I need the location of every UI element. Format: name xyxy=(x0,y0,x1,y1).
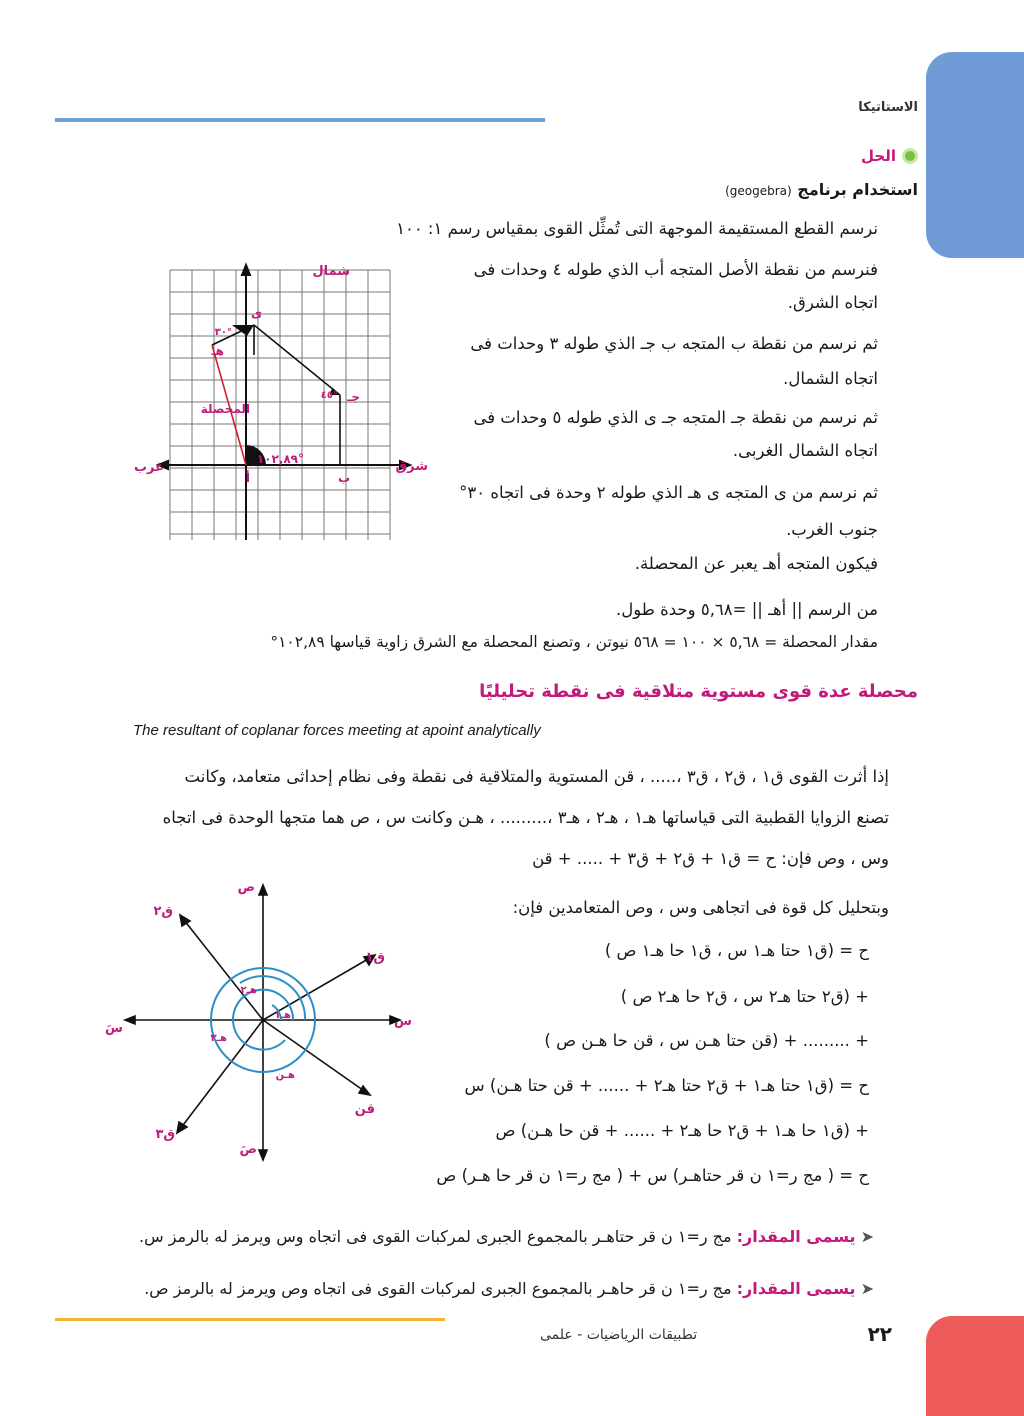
force-label: ق١ xyxy=(365,950,385,965)
program-name: (geogebra) xyxy=(725,184,792,198)
definition-bullet xyxy=(144,1279,874,1298)
solution-line: نرسم القطع المستقيمة الموجهة التى تُمثِّل القوى بمقياس رسم ١: ١٠٠ xyxy=(396,219,878,238)
bullet-label: يسمى المقدار: xyxy=(736,1279,856,1298)
coordinate-axes xyxy=(125,885,400,1160)
east-label: شرق xyxy=(395,459,428,474)
solution-line: ثم نرسم من نقطة جـ المتجه جـ ى الذي طوله ٥ وحدات فى xyxy=(473,408,878,427)
definition-bullet xyxy=(139,1227,874,1246)
y-pos-label: ص xyxy=(237,880,255,895)
angle-c-label: ٤٥° xyxy=(320,390,338,401)
point-a-label: أ xyxy=(245,471,250,485)
resultant-angle-label: ١٠٢,٨٩° xyxy=(256,452,304,466)
chapter-tab xyxy=(926,52,1024,258)
solution-line: ثم نرسم من نقطة ب المتجه ب جـ الذي طوله ٣ وحدات فى xyxy=(470,334,878,353)
point-e-label: هـ xyxy=(211,344,224,358)
x-pos-label: س xyxy=(394,1014,412,1029)
force-vectors xyxy=(177,915,375,1133)
header-rule xyxy=(55,118,545,122)
point-b-label: ب xyxy=(337,471,350,485)
y-neg-label: صَ xyxy=(239,1142,257,1157)
point-c-label: جـ xyxy=(347,390,360,404)
solution-line: مقدار المحصلة = ٥,٦٨ × ١٠٠ = ٥٦٨ نيوتن ، وتصنع المحصلة مع الشرق زاوية قياسها ١٠٢,٨٩° xyxy=(270,633,878,651)
solution-line: اتجاه الشرق. xyxy=(787,293,878,312)
solution-line: فيكون المتجه أهـ يعبر عن المحصلة. xyxy=(634,554,878,573)
solution-line: فنرسم من نقطة الأصل المتجه أب الذي طوله ٤ وحدات فى xyxy=(473,260,878,279)
arrow-bullet-icon: ➤ xyxy=(860,1227,874,1246)
bullet-icon xyxy=(902,148,918,164)
angle-label: هـ٣ xyxy=(210,1033,227,1044)
force-label: ق٣ xyxy=(155,1127,175,1142)
equation-line: + ......... + (قن حتا هـن س ، قن حا هـن ص ) xyxy=(544,1031,869,1050)
force-label: قن xyxy=(354,1102,375,1117)
west-label: غرب xyxy=(133,460,164,475)
intro-line: وس ، وص فإن: ح = ق١ + ق٢ + ق٣ + ..... + قن xyxy=(532,849,889,868)
chapter-title: الاستاتيكا xyxy=(858,100,918,115)
intro-line: إذا أثرت القوى ق١ ، ق٢ ، ق٣ ،..... ، قن المستوية والمتلاقية فى نقطة وفى نظام إحداثى متعامد، وكانت xyxy=(184,767,889,786)
angle-label: هـ١ xyxy=(274,1010,291,1021)
solution-line: ثم نرسم من ى المتجه ى هـ الذي طوله ٢ وحدة فى اتجاه ٣٠° xyxy=(459,483,878,502)
solution-line: اتجاه الشمال. xyxy=(783,369,878,388)
angle-label: هـ٢ xyxy=(240,985,257,996)
x-neg-label: سَ xyxy=(105,1021,123,1036)
page-number: ٢٢ xyxy=(867,1322,892,1346)
analysis-line: وبتحليل كل قوة فى اتجاهى وس ، وص المتعامدين فإن: xyxy=(512,898,889,917)
resultant-label: المحصلة xyxy=(200,402,250,416)
angle-label: هـن xyxy=(275,1070,295,1081)
angle-d-label: ٣٠° xyxy=(214,327,232,338)
solution-line: اتجاه الشمال الغربى. xyxy=(732,441,878,460)
solution-line: من الرسم || أهـ || =٥,٦٨ وحدة طول. xyxy=(615,600,878,619)
equation-line: ح = (ق١ حتا هـ١ س ، ق١ حا هـ١ ص ) xyxy=(604,941,869,960)
intro-line: تصنع الزوايا القطبية التى قياساتها هـ١ ، هـ٢ ، هـ٣ ،......... ، هـن وكانت س ، ص هما متجها الوحدة فى اتجاه xyxy=(162,808,889,827)
book-title: تطبيقات الرياضيات - علمى xyxy=(540,1327,698,1343)
force-axes-figure xyxy=(95,875,430,1170)
bullet-text: مج ر=١ ن قر حتاهـر بالمجموع الجبرى لمركبات القوى فى اتجاه وس ويرمز له بالرمز س. xyxy=(139,1227,732,1246)
vector-grid-figure xyxy=(128,245,438,550)
equation-line: ح = (ق١ حتا هـ١ + ق٢ حتا هـ٢ + ...... + قن حتا هـن) س xyxy=(464,1076,869,1095)
bullet-text: مج ر=١ ن قر حاهـر بالمجموع الجبرى لمركبات القوى فى اتجاه وص ويرمز له بالرمز ص. xyxy=(144,1279,732,1298)
solution-heading xyxy=(861,147,918,165)
section-title: محصلة عدة قوى مستوية متلاقية فى نقطة تحليليًا xyxy=(479,681,918,702)
section-title-english: The resultant of coplanar forces meeting at apoint analytically xyxy=(133,722,541,739)
point-d-label: ى xyxy=(251,306,262,320)
solution-label: الحل xyxy=(861,147,896,165)
solution-line: جنوب الغرب. xyxy=(786,520,878,539)
footer-rule xyxy=(55,1318,445,1321)
equation-line: ح = ( مج ر=١ ن قر حتاهـر) س + ( مج ر=١ ن قر حا هـر) ص xyxy=(436,1166,869,1185)
equation-line: + (ق١ حا هـ١ + ق٢ حا هـ٢ + ...... + قن حا هـن) ص xyxy=(495,1121,869,1140)
bullet-label: يسمى المقدار: xyxy=(736,1227,856,1246)
arrow-bullet-icon: ➤ xyxy=(860,1279,874,1298)
page-tab xyxy=(926,1316,1024,1416)
program-title: استخدام برنامج (geogebra) xyxy=(725,180,918,199)
force-label: ق٢ xyxy=(153,904,173,919)
north-label: شمال xyxy=(312,264,350,279)
equation-line: + (ق٢ حتا هـ٢ س ، ق٢ حا هـ٢ ص ) xyxy=(620,987,869,1006)
